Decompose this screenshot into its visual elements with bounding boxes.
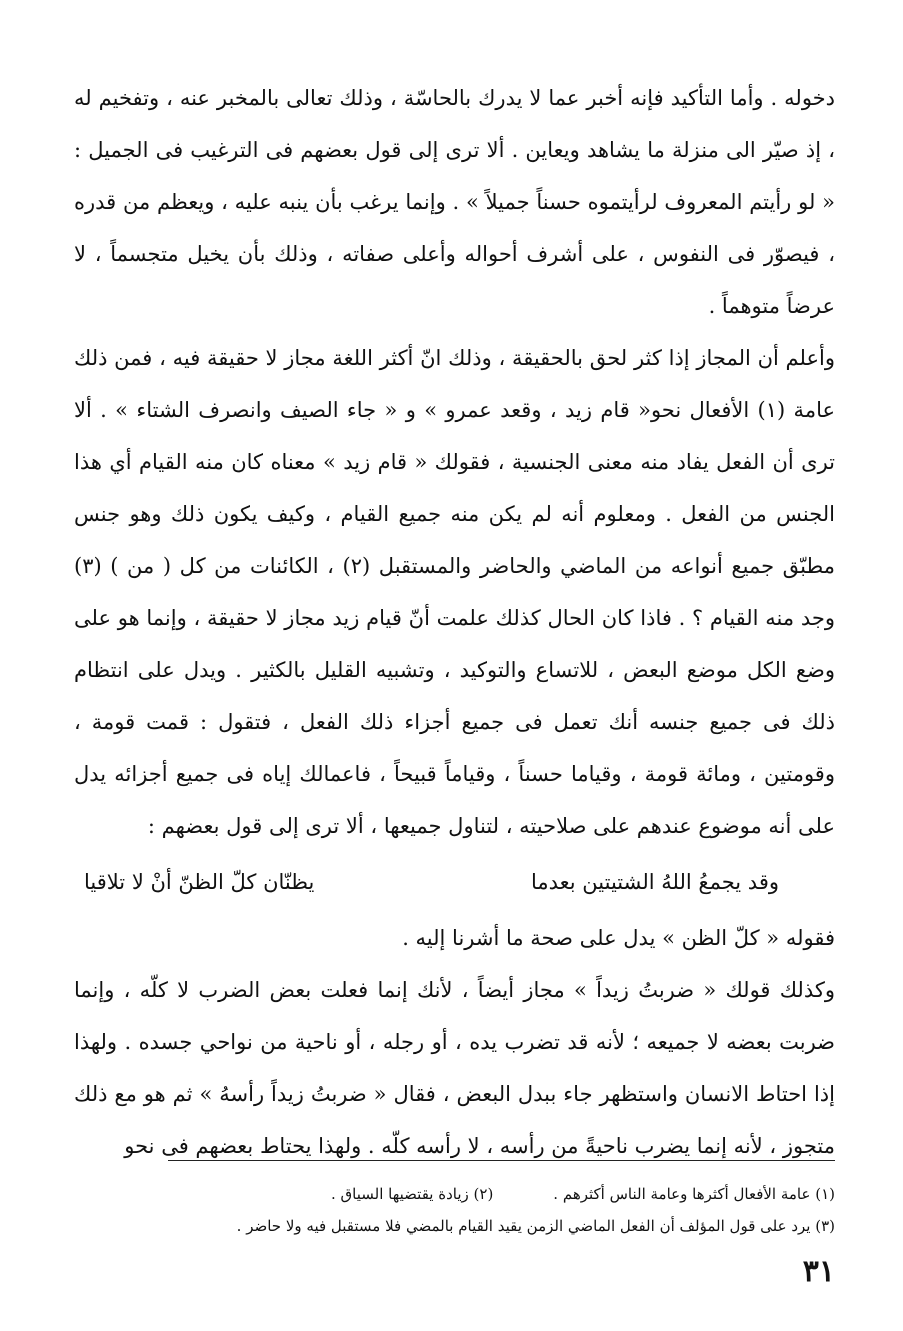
paragraph-2: وأعلم أن المجاز إذا كثر لحق بالحقيقة ، وذلك انّ أكثر اللغة مجاز لا حقيقة فيه ، فمن ذلك عامة (١) الأفعال نحو« قام زيد ، وقعد عمرو » و « جاء الصيف وانصرف الشتاء » . ألا ترى أن الفعل يفاد منه معنى الجنسية ، فقولك « قام زيد » معناه كان منه القيام أي هذا الجنس من الفعل . ومعلوم أنه لم يكن منه جميع القيام ، وكيف يكون ذلك وهو جنس مطبّق جميع أنواعه من الماضي والحاضر والمستقبل (٢) ، الكائنات من كل ( من ) (٣) وجد منه القيام ؟ . فاذا كان الحال كذلك علمت أنّ قيام زيد مجاز لا حقيقة ، وإنما هو على وضع الكل موضع البعض ، للاتساع والتوكيد ، وتشبيه القليل بالكثير . ويدل على انتظام ذلك فى جميع جنسه أنك تعمل فى جميع أجزاء ذلك الفعل ، فتقول : قمت قومة ، وقومتين ، ومائة قومة ، وقياما حسناً ، وقياماً قبيحاً ، فاعمالك إياه فى جميع أجزائه يدل على أنه موضوع عندهم على صلاحيته ، لتناول جميعها ، ألا ترى إلى قول بعضهم : [74, 346, 835, 838]
page-number: ٣١ [802, 1254, 835, 1289]
verse-first-hemistich: وقد يجمعُ اللهُ الشتيتين بعدما [530, 870, 779, 894]
verse-second-hemistich: يظنّان كلّ الظنّ أنْ لا تلاقيا [84, 870, 315, 894]
paragraph-3: وكذلك قولك « ضربتُ زيداً » مجاز أيضاً ، لأنك إنما فعلت بعض الضرب لا كلّه ، وإنما ضربت بعضه لا جميعه ؛ لأنه قد تضرب يده ، أو رجله ، أو ناحية من نواحي جسده . ولهذا إذا احتاط الانسان واستظهر جاء ببدل البعض ، فقال « ضربتُ زيداً رأسهُ » ثم هو مع ذلك متجوز ، لأنه إنما يضرب ناحيةً من رأسه ، لا رأسه كلّه . ولهذا يحتاط بعضهم فى نحو [74, 978, 835, 1158]
footnotes [68, 1178, 835, 1242]
footnote-2: (٢) زيادة يقتضيها السياق . [330, 1185, 494, 1203]
footnote-1: (١) عامة الأفعال أكثرها وعامة الناس أكثرهم . [553, 1185, 835, 1203]
footnote-row [68, 1178, 835, 1210]
paragraph-1: دخوله . وأما التأكيد فإنه أخبر عما لا يدرك بالحاسّة ، وذلك تعالى بالمخبر عنه ، وتفخيم له ، إذ صيّر الى منزلة ما يشاهد ويعاين . ألا ترى إلى قول بعضهم فى الترغيب فى الجميل : « لو رأيتم المعروف لرأيتموه حسناً جميلاً » . وإنما يرغب بأن ينبه عليه ، ويعظم من قدره ، فيصوّر فى النفوس ، على أشرف أحواله وأعلى صفاته ، وذلك بأن يخيل متجسماً ، لا عرضاً متوهماً . [74, 86, 835, 318]
footnote-divider [168, 1160, 835, 1161]
after-verse-line: فقوله « كلّ الظن » يدل على صحة ما أشرنا إليه . [402, 926, 835, 950]
footnote-3: (٣) يرد على قول المؤلف أن الفعل الماضي الزمن يقيد القيام بالمضي فلا مستقبل فيه ولا حاضر . [236, 1217, 835, 1235]
poetry-verse [74, 852, 835, 912]
main-text [74, 72, 835, 1172]
